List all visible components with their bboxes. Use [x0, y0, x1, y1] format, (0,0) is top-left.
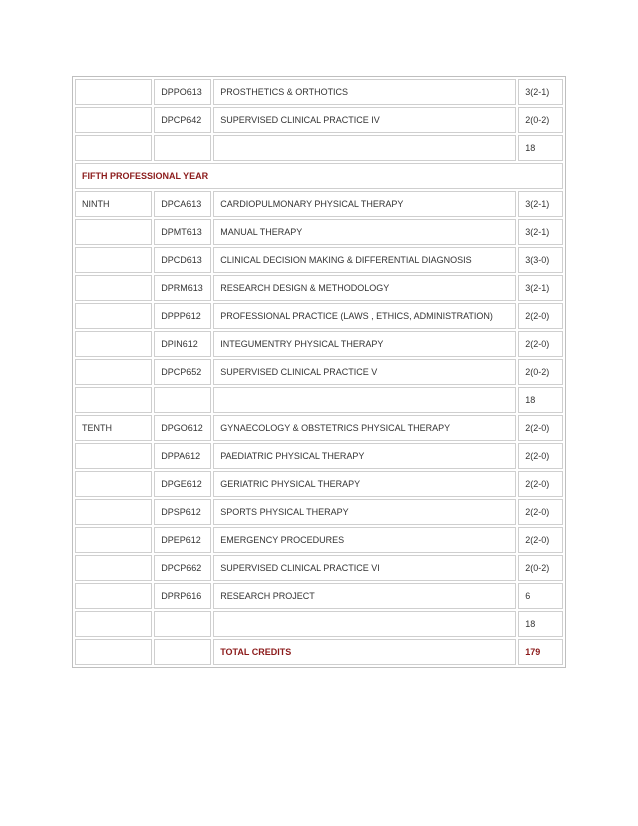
course-row	[75, 359, 563, 385]
course-code-cell: DPPP612	[154, 303, 211, 329]
credit-hours-cell: 3(2-1)	[518, 275, 563, 301]
credit-hours-cell: 2(0-2)	[518, 555, 563, 581]
course-code-cell: DPGO612	[154, 415, 211, 441]
semester-cell	[75, 247, 152, 273]
course-code-cell: DPCP662	[154, 555, 211, 581]
course-code-cell	[154, 611, 211, 637]
course-title-cell: PROSTHETICS & ORTHOTICS	[213, 79, 516, 105]
course-title-cell: SUPERVISED CLINICAL PRACTICE VI	[213, 555, 516, 581]
course-title-cell: PAEDIATRIC PHYSICAL THERAPY	[213, 443, 516, 469]
semester-cell	[75, 135, 152, 161]
course-row	[75, 219, 563, 245]
course-row	[75, 79, 563, 105]
course-code-cell: DPCA613	[154, 191, 211, 217]
course-row	[75, 499, 563, 525]
credit-hours-cell: 2(2-0)	[518, 471, 563, 497]
course-title-cell: MANUAL THERAPY	[213, 219, 516, 245]
course-code-cell: DPIN612	[154, 331, 211, 357]
total-credits-value: 179	[518, 639, 563, 665]
course-row	[75, 471, 563, 497]
course-code-cell: DPMT613	[154, 219, 211, 245]
semester-credit-subtotal: 18	[518, 135, 563, 161]
course-row	[75, 303, 563, 329]
course-title-cell: GYNAECOLOGY & OBSTETRICS PHYSICAL THERAPY	[213, 415, 516, 441]
course-row	[75, 583, 563, 609]
course-code-cell: DPCP642	[154, 107, 211, 133]
course-row	[75, 527, 563, 553]
course-title-cell	[213, 135, 516, 161]
course-title-cell: GERIATRIC PHYSICAL THERAPY	[213, 471, 516, 497]
course-code-cell: DPSP612	[154, 499, 211, 525]
course-code-cell: DPCD613	[154, 247, 211, 273]
semester-cell	[75, 583, 152, 609]
course-code-cell	[154, 387, 211, 413]
course-row	[75, 415, 563, 441]
course-row	[75, 331, 563, 357]
credit-hours-cell: 3(3-0)	[518, 247, 563, 273]
semester-cell	[75, 79, 152, 105]
course-row	[75, 191, 563, 217]
curriculum-table	[72, 76, 566, 668]
semester-cell	[75, 611, 152, 637]
semester-cell	[75, 275, 152, 301]
credit-hours-cell: 2(2-0)	[518, 527, 563, 553]
course-title-cell: INTEGUMENTRY PHYSICAL THERAPY	[213, 331, 516, 357]
semester-cell	[75, 331, 152, 357]
semester-cell	[75, 443, 152, 469]
semester-subtotal-row	[75, 387, 563, 413]
course-code-cell	[154, 135, 211, 161]
semester-cell	[75, 359, 152, 385]
course-code-cell: DPRM613	[154, 275, 211, 301]
semester-cell	[75, 639, 152, 665]
credit-hours-cell: 2(2-0)	[518, 303, 563, 329]
semester-credit-subtotal: 18	[518, 387, 563, 413]
course-title-cell	[213, 387, 516, 413]
credit-hours-cell: 2(0-2)	[518, 359, 563, 385]
course-row	[75, 247, 563, 273]
semester-subtotal-row	[75, 611, 563, 637]
course-code-cell: DPEP612	[154, 527, 211, 553]
course-title-cell: EMERGENCY PROCEDURES	[213, 527, 516, 553]
course-row	[75, 107, 563, 133]
semester-credit-subtotal: 18	[518, 611, 563, 637]
course-title-cell: PROFESSIONAL PRACTICE (LAWS , ETHICS, ADMINISTRATION)	[213, 303, 516, 329]
course-title-cell: CLINICAL DECISION MAKING & DIFFERENTIAL DIAGNOSIS	[213, 247, 516, 273]
course-row	[75, 555, 563, 581]
credit-hours-cell: 6	[518, 583, 563, 609]
credit-hours-cell: 2(2-0)	[518, 415, 563, 441]
course-code-cell: DPGE612	[154, 471, 211, 497]
semester-cell	[75, 555, 152, 581]
course-title-cell: RESEARCH DESIGN & METHODOLOGY	[213, 275, 516, 301]
semester-cell	[75, 219, 152, 245]
semester-cell	[75, 107, 152, 133]
credit-hours-cell: 2(2-0)	[518, 331, 563, 357]
semester-subtotal-row	[75, 135, 563, 161]
semester-cell	[75, 527, 152, 553]
credit-hours-cell: 2(0-2)	[518, 107, 563, 133]
credit-hours-cell: 2(2-0)	[518, 443, 563, 469]
course-title-cell: SUPERVISED CLINICAL PRACTICE IV	[213, 107, 516, 133]
credit-hours-cell: 3(2-1)	[518, 79, 563, 105]
semester-cell	[75, 387, 152, 413]
course-title-cell: SPORTS PHYSICAL THERAPY	[213, 499, 516, 525]
curriculum-rows	[75, 79, 563, 665]
total-credits-row	[75, 639, 563, 665]
course-row	[75, 275, 563, 301]
course-row	[75, 443, 563, 469]
course-title-cell	[213, 611, 516, 637]
total-credits-label: TOTAL CREDITS	[213, 639, 516, 665]
year-heading: FIFTH PROFESSIONAL YEAR	[75, 163, 563, 189]
course-title-cell: SUPERVISED CLINICAL PRACTICE V	[213, 359, 516, 385]
course-code-cell	[154, 639, 211, 665]
course-code-cell: DPRP616	[154, 583, 211, 609]
credit-hours-cell: 3(2-1)	[518, 191, 563, 217]
year-header-row	[75, 163, 563, 189]
semester-cell: TENTH	[75, 415, 152, 441]
course-code-cell: DPPO613	[154, 79, 211, 105]
semester-cell	[75, 499, 152, 525]
semester-cell	[75, 303, 152, 329]
credit-hours-cell: 3(2-1)	[518, 219, 563, 245]
course-title-cell: CARDIOPULMONARY PHYSICAL THERAPY	[213, 191, 516, 217]
course-title-cell: RESEARCH PROJECT	[213, 583, 516, 609]
course-code-cell: DPPA612	[154, 443, 211, 469]
semester-cell: NINTH	[75, 191, 152, 217]
semester-cell	[75, 471, 152, 497]
credit-hours-cell: 2(2-0)	[518, 499, 563, 525]
course-code-cell: DPCP652	[154, 359, 211, 385]
